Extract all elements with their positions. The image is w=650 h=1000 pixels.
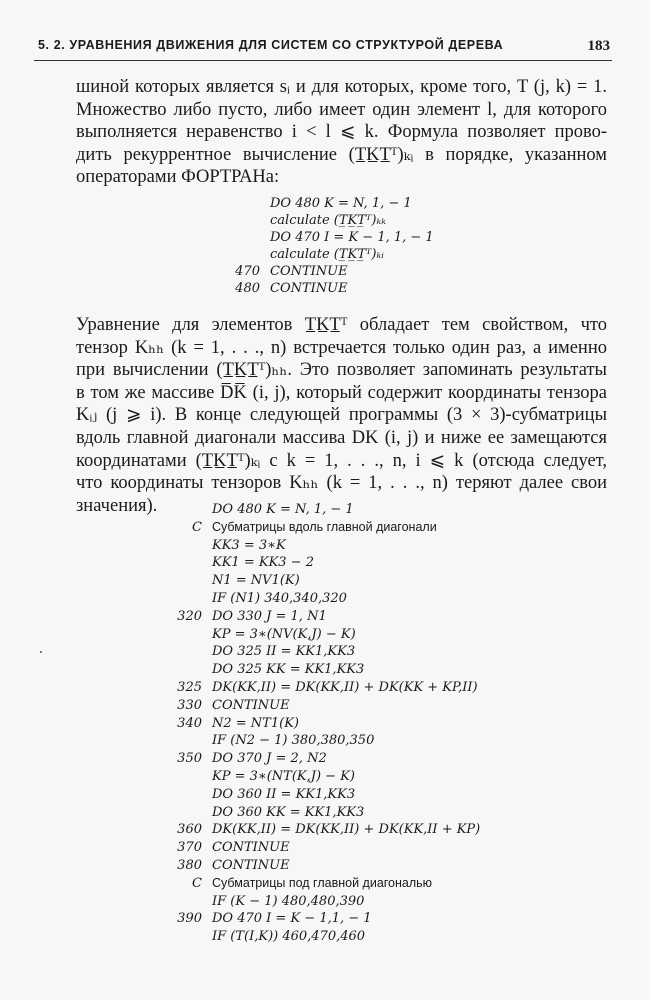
statement-label	[230, 213, 270, 230]
code-line	[172, 822, 480, 840]
code-line	[230, 247, 434, 264]
code-line	[172, 555, 480, 573]
statement-label: 360	[177, 822, 202, 838]
statement-label	[172, 769, 212, 787]
fortran-listing-2	[172, 502, 480, 947]
code-comment-line	[172, 876, 480, 894]
statement-text: IF (N2 − 1) 380,380,350	[212, 733, 375, 749]
text-line: значения).	[76, 495, 158, 516]
statement-text: calculate (T̲K̲T̲ᵀ)ₖᵢ	[270, 247, 384, 263]
statement-label	[172, 894, 212, 912]
text-line: Уравнение для элементов T̲K̲T̲ᵀ обладает тем свойством, что	[76, 315, 607, 335]
header-rule	[34, 60, 612, 61]
statement-label: 320	[177, 608, 202, 624]
statement-text: DO 480 K = N, 1, − 1	[270, 196, 412, 211]
statement-label	[172, 662, 212, 680]
text-line: Множество либо пусто, либо имеет один элемент l, для которого	[76, 99, 607, 120]
statement-text: DO 325 II = KK1,KK3	[212, 644, 356, 660]
code-line	[172, 716, 480, 734]
code-line	[172, 662, 480, 680]
code-line	[172, 769, 480, 787]
statement-text: CONTINUE	[212, 840, 290, 856]
statement-text: CONTINUE	[270, 281, 348, 297]
statement-label: 330	[177, 697, 202, 713]
text-line: координатами (T̲K̲T̲ᵀ)ₖᵢ с k = 1, . . ., n, i ⩽ k (отсюда следует,	[76, 450, 607, 471]
code-line	[172, 787, 480, 805]
statement-text: calculate (T̲K̲T̲ᵀ)ₖₖ	[270, 213, 386, 229]
statement-text: N2 = NT1(K)	[212, 715, 299, 731]
statement-label: 340	[177, 715, 202, 731]
statement-label	[230, 230, 270, 247]
code-line	[172, 502, 480, 520]
statement-label	[172, 929, 212, 947]
statement-label: 325	[177, 679, 202, 695]
statement-text: KK3 = 3∗K	[212, 537, 286, 553]
statement-text: DO 470 I = K − 1, 1, − 1	[270, 230, 434, 246]
code-line	[172, 644, 480, 662]
running-header	[38, 38, 610, 55]
statement-label: 470	[235, 264, 260, 280]
statement-text: KK1 = KK3 − 2	[212, 555, 314, 571]
statement-label	[172, 573, 212, 591]
text-line: вдоль главной диагонали массива DK (i, j) и ниже ее замещаются	[76, 427, 607, 448]
text-line: в том же массиве D̅K̅ (i, j), который содержит координаты тензора	[76, 382, 607, 403]
statement-label: 370	[177, 840, 202, 856]
code-line	[172, 680, 480, 698]
code-line	[172, 751, 480, 769]
statement-label: C	[192, 875, 202, 891]
code-line	[172, 591, 480, 609]
page-number: 183	[587, 38, 610, 54]
code-line	[172, 894, 480, 912]
running-header-title: 5. 2. УРАВНЕНИЯ ДВИЖЕНИЯ ДЛЯ СИСТЕМ СО СТРУКТУРОЙ ДЕРЕВА	[38, 38, 504, 52]
statement-label: 480	[235, 281, 260, 297]
paragraph-1	[76, 76, 607, 189]
code-line	[172, 698, 480, 716]
statement-label	[172, 555, 212, 573]
code-line	[172, 911, 480, 929]
code-line	[172, 840, 480, 858]
text-line: что координаты тензоров Kₕₕ (k = 1, . . ., n) теряют далее свои	[76, 473, 607, 494]
code-line	[172, 627, 480, 645]
code-line	[172, 733, 480, 751]
code-line	[172, 858, 480, 876]
code-line	[172, 573, 480, 591]
statement-text: DK(KK,II) = DK(KK,II) + DK(KK,II + KP)	[212, 822, 481, 838]
statement-text: IF (K − 1) 480,480,390	[212, 893, 365, 909]
statement-text: DO 330 J = 1, N1	[212, 608, 327, 624]
statement-text: KP = 3∗(NT(K,J) − K)	[212, 768, 355, 784]
statement-label: 380	[177, 857, 202, 873]
statement-label	[172, 644, 212, 662]
statement-label	[172, 538, 212, 556]
statement-text: Субматрицы под главной диагональю	[212, 875, 433, 890]
code-line	[172, 609, 480, 627]
statement-text: CONTINUE	[212, 697, 290, 713]
code-line	[230, 281, 434, 298]
text-line: дить рекуррентное вычисление (T̲K̲T̲ᵀ)ₖᵢ в порядке, указанном	[76, 144, 607, 165]
text-line: при вычислении (T̲K̲T̲ᵀ)ₕₕ. Это позволяет запоминать результаты	[76, 360, 607, 381]
code-line	[230, 264, 434, 281]
text-line: выполняется неравенство i < l ⩽ k. Формула позволяет прово-	[76, 122, 607, 143]
statement-text: IF (N1) 340,340,320	[212, 590, 347, 606]
code-comment-line	[172, 520, 480, 538]
statement-label: 390	[177, 911, 202, 927]
statement-text: CONTINUE	[212, 857, 290, 873]
statement-label	[172, 805, 212, 823]
statement-label	[230, 247, 270, 264]
margin-speck	[40, 651, 42, 653]
code-line	[172, 929, 480, 947]
statement-text: N1 = NV1(K)	[212, 573, 300, 589]
text-line: операторами ФОРТРАНа:	[76, 167, 280, 188]
statement-label	[172, 733, 212, 751]
statement-text: CONTINUE	[270, 264, 348, 280]
paragraph-2	[76, 314, 607, 517]
statement-text: DO 370 J = 2, N2	[212, 751, 327, 767]
statement-label	[172, 591, 212, 609]
text-line: Kᵢⱼ (j ⩾ i). В конце следующей программы (3 × 3)-субматрицы	[76, 405, 607, 426]
statement-text: Субматрицы вдоль главной диагонали	[212, 519, 437, 534]
statement-label	[172, 787, 212, 805]
code-line	[230, 196, 434, 213]
text-line: шиной которых является sᵢ и для которых, кроме того, T (j, k) = 1.	[76, 77, 607, 97]
statement-text: DO 325 KK = KK1,KK3	[212, 662, 365, 678]
code-line	[230, 213, 434, 230]
statement-label	[230, 196, 270, 213]
statement-label	[172, 502, 212, 520]
fortran-listing-1	[230, 196, 434, 299]
text-line: тензор Kₕₕ (k = 1, . . ., n) встречается только один раз, а именно	[76, 337, 607, 358]
statement-label: C	[192, 519, 202, 535]
code-line	[230, 230, 434, 247]
statement-text: DO 360 II = KK1,KK3	[212, 786, 356, 802]
statement-text: DO 360 KK = KK1,KK3	[212, 804, 365, 820]
statement-text: IF (T(I,K)) 460,470,460	[212, 929, 366, 945]
statement-label	[172, 627, 212, 645]
statement-text: KP = 3∗(NV(K,J) − K)	[212, 626, 356, 642]
code-line	[172, 538, 480, 556]
statement-text: DK(KK,II) = DK(KK,II) + DK(KK + KP,II)	[212, 679, 478, 695]
statement-label: 350	[177, 751, 202, 767]
statement-text: DO 470 I = K − 1,1, − 1	[212, 911, 372, 927]
statement-text: DO 480 K = N, 1, − 1	[212, 502, 354, 517]
code-line	[172, 805, 480, 823]
